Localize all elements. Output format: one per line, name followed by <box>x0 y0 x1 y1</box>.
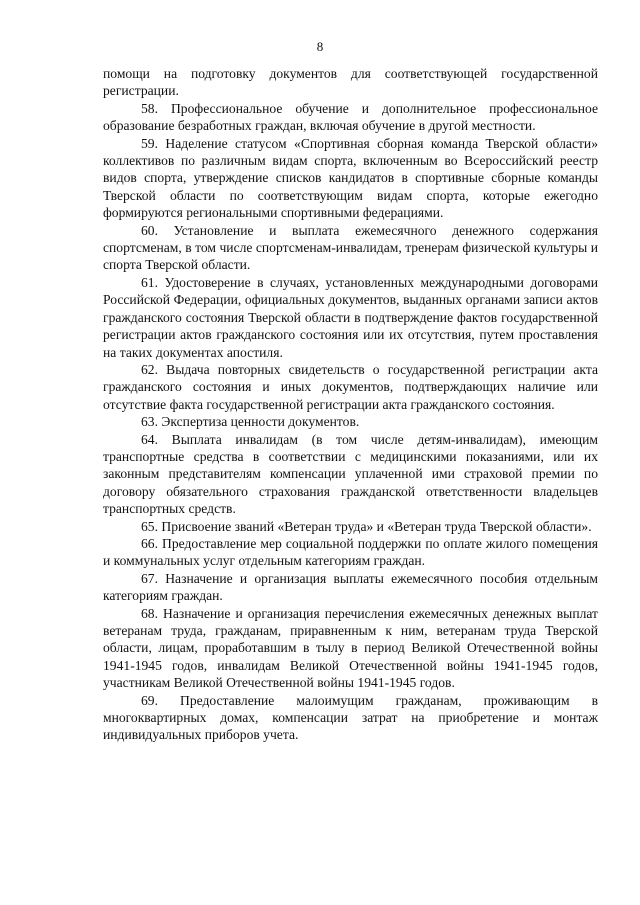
item-text: Предоставление мер социальной поддержки по оплате жилого помещения и коммунальных услуг отдельным категориям граждан. <box>103 535 598 569</box>
item-number: 63. <box>141 414 158 430</box>
list-item <box>103 431 598 518</box>
item-text: Выплата инвалидам (в том числе детям-инвалидам), имеющим транспортные средства в соответствии с медицинскими показаниями, или их законным представителям компенсации уплаченной ими страховой премии по договору обязательного страхования гражданской ответственности владельцев транспортных средств. <box>103 431 598 517</box>
page-number: 8 <box>316 39 324 54</box>
item-text: Установление и выплата ежемесячного денежного содержания спортсменам, в том числе спортсменам-инвалидам, тренерам физической культуры и спорта Тверской области. <box>103 222 598 273</box>
item-text: Присвоение званий «Ветеран труда» и «Ветеран труда Тверской области». <box>161 518 592 534</box>
item-text: Наделение статусом «Спортивная сборная команда Тверской области» коллективов по различным видам спорта, включенным во Всероссийский реестр видов спорта, утверждение списков кандидатов в спортивные сборные команды Тверской области по соответствующим видам спорта, которые ежегодно формируются региональными спортивными федерациями. <box>103 135 598 221</box>
item-number: 60. <box>141 222 158 238</box>
list-item <box>103 413 598 430</box>
list-item <box>103 518 598 535</box>
document-body <box>103 65 598 744</box>
item-number: 69. <box>141 692 158 708</box>
item-text: Предоставление малоимущим гражданам, проживающим в многоквартирных домах, компенсации затрат на приобретение и монтаж индивидуальных приборов учета. <box>103 692 598 743</box>
list-item <box>103 535 598 570</box>
item-number: 58. <box>141 100 158 116</box>
list-item <box>103 570 598 605</box>
item-number: 62. <box>141 361 158 377</box>
item-number: 66. <box>141 535 158 551</box>
item-text: Профессиональное обучение и дополнительное профессиональное образование безработных граждан, включая обучение в другой местности. <box>103 100 598 134</box>
item-number: 61. <box>141 274 158 290</box>
list-item <box>103 100 598 135</box>
item-text: Экспертиза ценности документов. <box>161 414 360 430</box>
item-text: Назначение и организация выплаты ежемесячного пособия отдельным категориям граждан. <box>103 570 598 604</box>
item-text: Назначение и организация перечисления ежемесячных денежных выплат ветеранам труда, гражданам, приравненным к ним, ветеранам труда Тверской области, лицам, проработавшим в тылу в период Великой Отечественной войны 1941-1945 годов, инвалидам Великой Отечественной войны 1941-1945 годов, участникам Великой Отечественной войны 1941-1945 годов. <box>103 605 598 691</box>
item-text: Удостоверение в случаях, установленных международными договорами Российской Федерации, официальных документов, выданных органами записи актов гражданского состояния Тверской области в подтверждение фактов государственной регистрации актов гражданского состояния или их отсутствия, путем проставления на таких документах апостиля. <box>103 274 598 360</box>
item-number: 59. <box>141 135 158 151</box>
list-item <box>103 222 598 274</box>
item-number: 67. <box>141 570 158 586</box>
continuation-paragraph <box>103 65 598 100</box>
item-text: Выдача повторных свидетельств о государственной регистрации акта гражданского состояния и иных документов, подтверждающих наличие или отсутствие факта государственной регистрации акта гражданского состояния. <box>103 361 599 412</box>
item-number: 64. <box>141 431 158 447</box>
list-item <box>103 361 598 413</box>
list-item <box>103 605 598 692</box>
item-number: 68. <box>141 605 158 621</box>
item-number: 65. <box>141 518 158 534</box>
list-item <box>103 692 598 744</box>
paragraph-text: помощи на подготовку документов для соответствующей государственной регистрации. <box>103 66 598 99</box>
list-item <box>103 135 598 222</box>
list-item <box>103 274 598 361</box>
